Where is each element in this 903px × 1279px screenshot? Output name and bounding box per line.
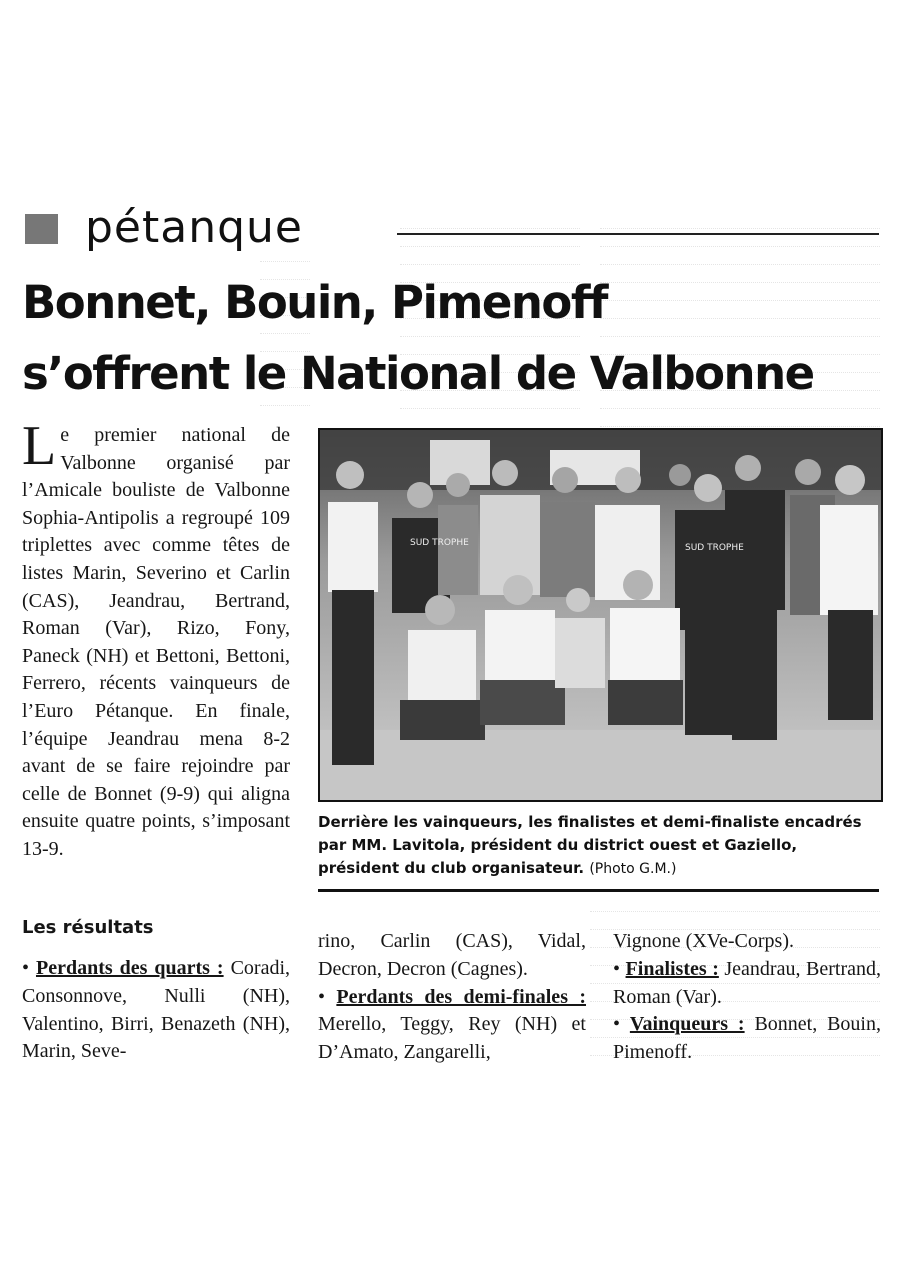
section-kicker: pétanque: [85, 202, 303, 253]
team-photo-illustration: [320, 430, 881, 800]
headline-line-2: s’offrent le National de Valbonne: [22, 347, 814, 400]
finalists-label: Finalistes :: [625, 957, 719, 980]
winners-label: Vainqueurs :: [629, 1013, 745, 1036]
results-column-2: rino, Carlin (CAS), Vidal, Decron, Decron (Cagnes). • Perdants des demi-finales : Merello, Teggy, Rey (NH) et D’Amato, Zangarelli,: [318, 930, 586, 1064]
shirt-lettering-2: SUD TROPHE: [685, 543, 744, 553]
semis-label: Perdants des demi-finales :: [336, 985, 586, 1008]
caption-text: Derrière les vainqueurs, les finalistes et demi-finaliste encadrés par MM. Lavitola, président du district ouest et Gaziello, président du club organisateur.: [318, 813, 862, 877]
headline-line-1: Bonnet, Bouin, Pimenoff: [22, 276, 607, 329]
article-body: [22, 415, 290, 864]
quarters-text: Coradi, Consonnove, Nulli (NH), Valentino, Birri, Benazeth (NH), Marin, Seve-: [22, 957, 291, 1063]
team-photo: [318, 428, 883, 802]
finalists-text: Jeandrau, Bertrand, Roman (Var).: [613, 957, 881, 1008]
kicker-rule: [397, 233, 879, 235]
results-heading: Les résultats: [22, 917, 154, 938]
results-column-1: • Perdants des quarts : Coradi, Consonnove, Nulli (NH), Valentino, Birri, Benazeth (NH), Marin, Seve-: [22, 957, 291, 1063]
caption-rule: [318, 889, 879, 892]
drop-cap: L: [22, 415, 57, 477]
section-marker: [25, 214, 58, 244]
photo-caption: [318, 811, 879, 881]
quarters-label: Perdants des quarts :: [35, 957, 224, 979]
photo-credit: (Photo G.M.): [589, 861, 677, 877]
article-text: e premier national de Valbonne organisé par l’Amicale bouliste de Valbonne Sophia-Antipolis a regroupé 109 triplettes avec comme têtes de listes Marin, Severino et Carlin (CAS), Jeandrau, Bertrand, Roman (Var), Rizo, Fony, Paneck (NH) et Bettoni, Bettoni, Ferrero, récents vainqueurs de l’Euro Pétanque. En finale, l’équipe Jeandrau mena 8-2 avant de se faire rejoindre par celle de Bonnet (9-9) qui aligna ensuite quatre points, s’imposant 13-9.: [22, 424, 290, 860]
results-column-3: Vignone (XVe-Corps). • Finalistes : Jeandrau, Bertrand, Roman (Var). • Vainqueurs : Bonnet, Bouin, Pimenoff.: [613, 930, 881, 1064]
semis-continued: Vignone (XVe-Corps).: [613, 930, 794, 952]
semis-text: Merello, Teggy, Rey (NH) et D’Amato, Zangarelli,: [318, 1013, 586, 1064]
winners-text: Bonnet, Bouin, Pimenoff.: [613, 1013, 881, 1064]
quarters-continued: rino, Carlin (CAS), Vidal, Decron, Decron (Cagnes).: [318, 930, 586, 980]
shirt-lettering-1: SUD TROPHE: [410, 538, 469, 548]
